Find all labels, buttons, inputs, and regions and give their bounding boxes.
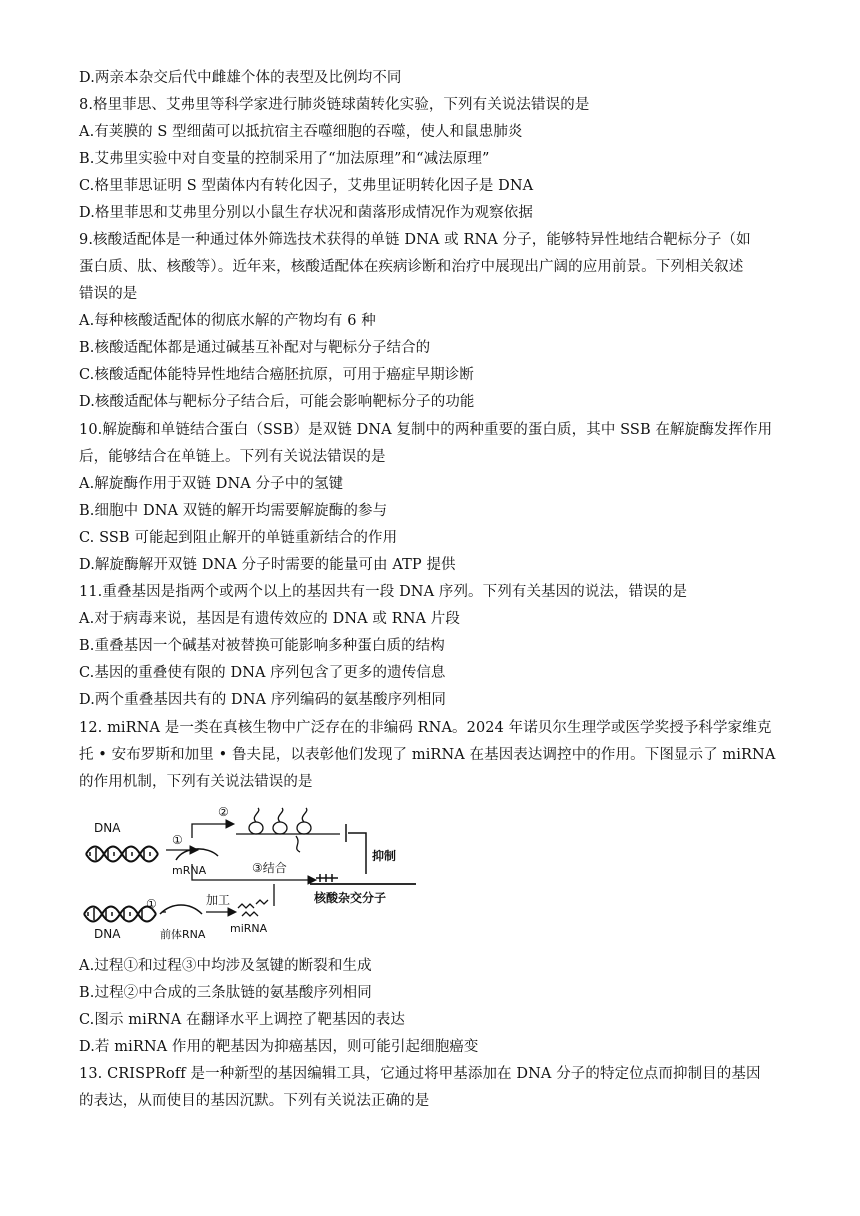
label-step3: ③结合 xyxy=(252,861,287,875)
q8-option-c: C.格里菲思证明 S 型菌体内有转化因子，艾弗里证明转化因子是 DNA xyxy=(79,178,534,194)
q12-stem-line3: 的作用机制，下列有关说法错误的是 xyxy=(79,774,313,790)
q11-option-c: C.基因的重叠使有限的 DNA 序列包含了更多的遗传信息 xyxy=(79,665,446,681)
label-step2: ② xyxy=(218,805,229,819)
q12-stem-line2: 托 • 安布罗斯和加里 • 鲁夫昆，以表彰他们发现了 miRNA 在基因表达调控中的作用。下图显示了 miRNA xyxy=(79,747,776,763)
polysome xyxy=(236,808,340,852)
label-dna-top: DNA xyxy=(94,821,121,835)
mirna-mechanism-diagram xyxy=(80,802,420,950)
q11-option-b: B.重叠基因一个碱基对被替换可能影响多种蛋白质的结构 xyxy=(79,638,445,654)
label-step1-bottom: ① xyxy=(146,897,157,911)
q8-option-d: D.格里菲思和艾弗里分别以小鼠生存状况和菌落形成情况作为观察依据 xyxy=(79,205,533,221)
q13-stem-line2: 的表达，从而使目的基因沉默。下列有关说法正确的是 xyxy=(79,1093,430,1109)
q8-option-a: A.有荚膜的 S 型细菌可以抵抗宿主吞噬细胞的吞噬，使人和鼠患肺炎 xyxy=(79,124,523,140)
q9-stem-line1: 9.核酸适配体是一种通过体外筛选技术获得的单链 DNA 或 RNA 分子，能够特异性地结合靶标分子（如 xyxy=(79,232,751,248)
inhibition-symbol xyxy=(346,824,366,874)
q10-option-b: B.细胞中 DNA 双链的解开均需要解旋酶的参与 xyxy=(79,503,388,519)
q9-option-d: D.核酸适配体与靶标分子结合后，可能会影响靶标分子的功能 xyxy=(79,394,475,410)
q9-stem-line3: 错误的是 xyxy=(79,286,138,302)
q10-option-d: D.解旋酶解开双链 DNA 分子时需要的能量可由 ATP 提供 xyxy=(79,557,456,573)
q8-stem: 8.格里菲思、艾弗里等科学家进行肺炎链球菌转化实验，下列有关说法错误的是 xyxy=(79,97,590,113)
label-pre-rna: 前体RNA xyxy=(160,928,206,941)
q7-option-d: D.两亲本杂交后代中雌雄个体的表型及比例均不同 xyxy=(79,70,402,86)
label-step1-top: ① xyxy=(172,833,183,847)
arrow-step2 xyxy=(192,820,234,838)
label-inhibit: 抑制 xyxy=(372,849,397,863)
q11-option-d: D.两个重叠基因共有的 DNA 序列编码的氨基酸序列相同 xyxy=(79,692,447,708)
q10-option-a: A.解旋酶作用于双链 DNA 分子中的氢键 xyxy=(79,476,344,492)
mirna-fragments xyxy=(238,900,268,916)
label-hybrid: 核酸杂交分子 xyxy=(314,891,387,905)
label-mrna: mRNA xyxy=(172,864,207,877)
q12-option-d: D.若 miRNA 作用的靶基因为抑癌基因，则可能引起细胞癌变 xyxy=(79,1039,479,1055)
q12-option-c: C.图示 miRNA 在翻译水平上调控了靶基因的表达 xyxy=(79,1012,405,1028)
q13-stem-line1: 13. CRISPRoff 是一种新型的基因编辑工具，它通过将甲基添加在 DNA 分子的特定位点而抑制目的基因 xyxy=(79,1066,761,1082)
q11-option-a: A.对于病毒来说，基因是有遗传效应的 DNA 或 RNA 片段 xyxy=(79,611,460,627)
q12-option-b: B.过程②中合成的三条肽链的氨基酸序列相同 xyxy=(79,985,372,1001)
q12-option-a: A.过程①和过程③中均涉及氢键的断裂和生成 xyxy=(79,958,372,974)
hybrid-molecule xyxy=(310,874,416,884)
pre-rna-strand xyxy=(160,905,202,914)
arrow-process xyxy=(206,908,236,916)
label-mirna: miRNA xyxy=(230,922,268,935)
q9-option-b: B.核酸适配体都是通过碱基互补配对与靶标分子结合的 xyxy=(79,340,431,356)
q10-stem-line1: 10.解旋酶和单链结合蛋白（SSB）是双链 DNA 复制中的两种重要的蛋白质，其中 SSB 在解旋酶发挥作用 xyxy=(79,422,773,438)
label-process: 加工 xyxy=(206,893,231,907)
q8-option-b: B.艾弗里实验中对自变量的控制采用了“加法原理”和“减法原理” xyxy=(79,151,490,167)
label-dna-bottom: DNA xyxy=(94,927,121,941)
q10-stem-line2: 后，能够结合在单链上。下列有关说法错误的是 xyxy=(79,449,386,465)
q12-stem-line1: 12. miRNA 是一类在真核生物中广泛存在的非编码 RNA。2024 年诺贝尔生理学或医学奖授予科学家维克 xyxy=(79,720,772,736)
dna-helix-top xyxy=(86,847,158,862)
q9-stem-line2: 蛋白质、肽、核酸等）。近年来，核酸适配体在疾病诊断和治疗中展现出广阔的应用前景。下列相关叙述 xyxy=(79,259,744,275)
q11-stem: 11.重叠基因是指两个或两个以上的基因共有一段 DNA 序列。下列有关基因的说法，错误的是 xyxy=(79,584,688,600)
q9-option-a: A.每种核酸适配体的彻底水解的产物均有 6 种 xyxy=(79,313,376,329)
q10-option-c: C. SSB 可能起到阻止解开的单链重新结合的作用 xyxy=(79,530,398,546)
q9-option-c: C.核酸适配体能特异性地结合癌胚抗原，可用于癌症早期诊断 xyxy=(79,367,474,383)
